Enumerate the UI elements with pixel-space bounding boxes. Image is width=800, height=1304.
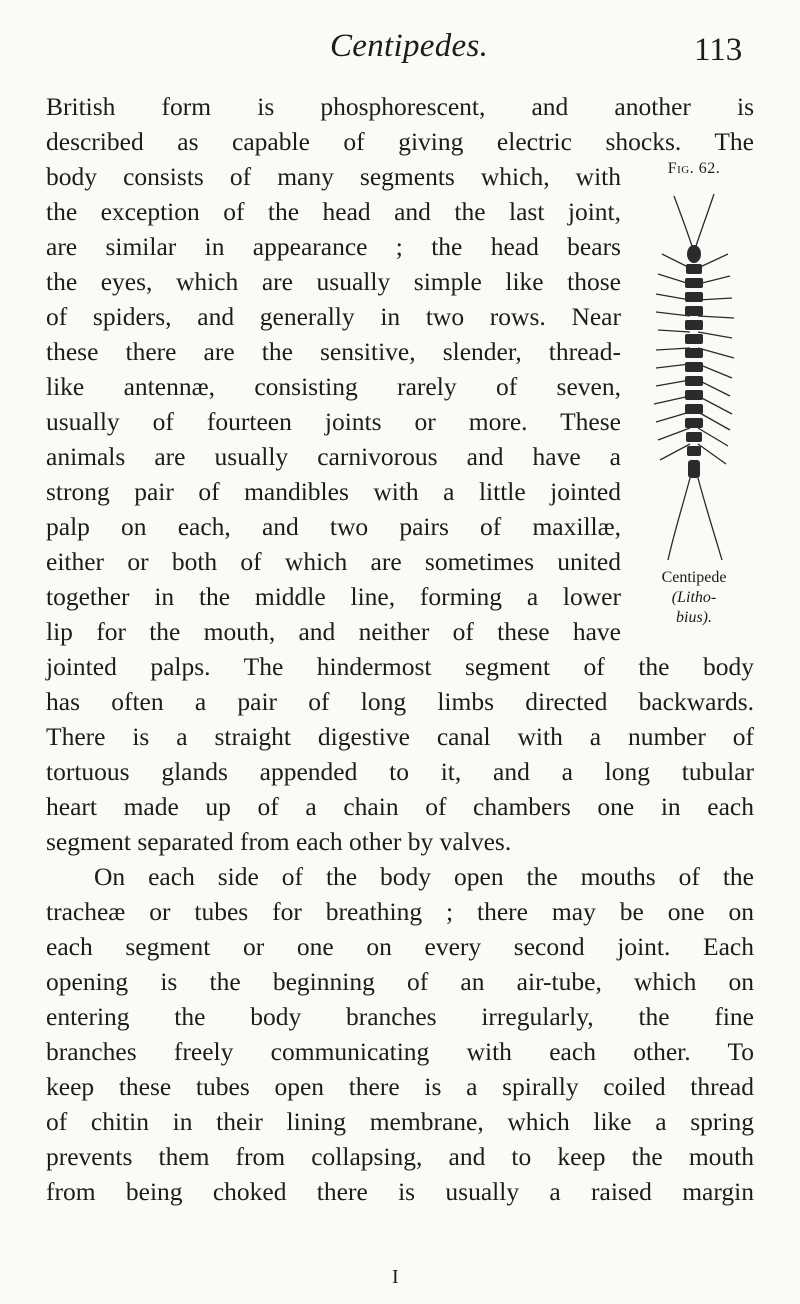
text-line: jointed palps. The hindermost segment of the body xyxy=(46,652,754,681)
caption-line xyxy=(634,608,754,628)
text-line: of spiders, and generally in two rows. Near xyxy=(46,302,621,331)
centipede-illustration xyxy=(634,188,754,588)
text-line: are similar in appearance ; the head bears xyxy=(46,232,621,261)
text-line: usually of fourteen joints or more. These xyxy=(46,407,621,436)
text-line: these there are the sensitive, slender, thread- xyxy=(46,337,621,366)
text-line: British form is phosphorescent, and another is xyxy=(46,92,754,121)
text-line: palp on each, and two pairs of maxillæ, xyxy=(46,512,621,541)
caption-italic: bius). xyxy=(676,609,712,626)
text-line: has often a pair of long limbs directed backwards. xyxy=(46,687,754,716)
text-line: from being choked there is usually a raised margin xyxy=(46,1177,754,1206)
text-line: segment separated from each other by valves. xyxy=(46,827,512,856)
text-line: tortuous glands appended to it, and a long tubular xyxy=(46,757,754,786)
text-line: like antennæ, consisting rarely of seven, xyxy=(46,372,621,401)
figure-caption xyxy=(634,568,754,628)
text-line: the exception of the head and the last joint, xyxy=(46,197,621,226)
text-line: strong pair of mandibles with a little jointed xyxy=(46,477,621,506)
running-title: Centipedes. xyxy=(330,28,489,64)
page-header xyxy=(0,24,800,84)
text-line: branches freely communicating with each other. To xyxy=(46,1037,754,1066)
text-line: entering the body branches irregularly, the fine xyxy=(46,1002,754,1031)
caption-line xyxy=(634,588,754,608)
figure-label: Fig. 62. xyxy=(667,160,721,177)
caption-italic: (Litho- xyxy=(671,589,717,606)
text-line: each segment or one on every second joint. Each xyxy=(46,932,754,961)
text-line: the eyes, which are usually simple like those xyxy=(46,267,621,296)
text-line: opening is the beginning of an air-tube, which on xyxy=(46,967,754,996)
text-line: There is a straight digestive canal with a number of xyxy=(46,722,754,751)
text-line: prevents them from collapsing, and to keep the mouth xyxy=(46,1142,754,1171)
signature-mark: I xyxy=(392,1266,399,1288)
text-line: together in the middle line, forming a lower xyxy=(46,582,621,611)
text-line: of chitin in their lining membrane, which like a spring xyxy=(46,1107,754,1136)
text-line: body consists of many segments which, with xyxy=(46,162,621,191)
centipede-figure xyxy=(634,160,754,720)
text-line: animals are usually carnivorous and have a xyxy=(46,442,621,471)
text-line: described as capable of giving electric shocks. The xyxy=(46,127,754,156)
text-line: tracheæ or tubes for breathing ; there may be one on xyxy=(46,897,754,926)
caption-line: Centipede xyxy=(661,569,727,586)
text-line: heart made up of a chain of chambers one in each xyxy=(46,792,754,821)
text-line: lip for the mouth, and neither of these have xyxy=(46,617,621,646)
page-number: 113 xyxy=(694,32,743,68)
text-line: keep these tubes open there is a spirally coiled thread xyxy=(46,1072,754,1101)
text-line: either or both of which are sometimes united xyxy=(46,547,621,576)
text-line: On each side of the body open the mouths of the xyxy=(94,862,754,891)
